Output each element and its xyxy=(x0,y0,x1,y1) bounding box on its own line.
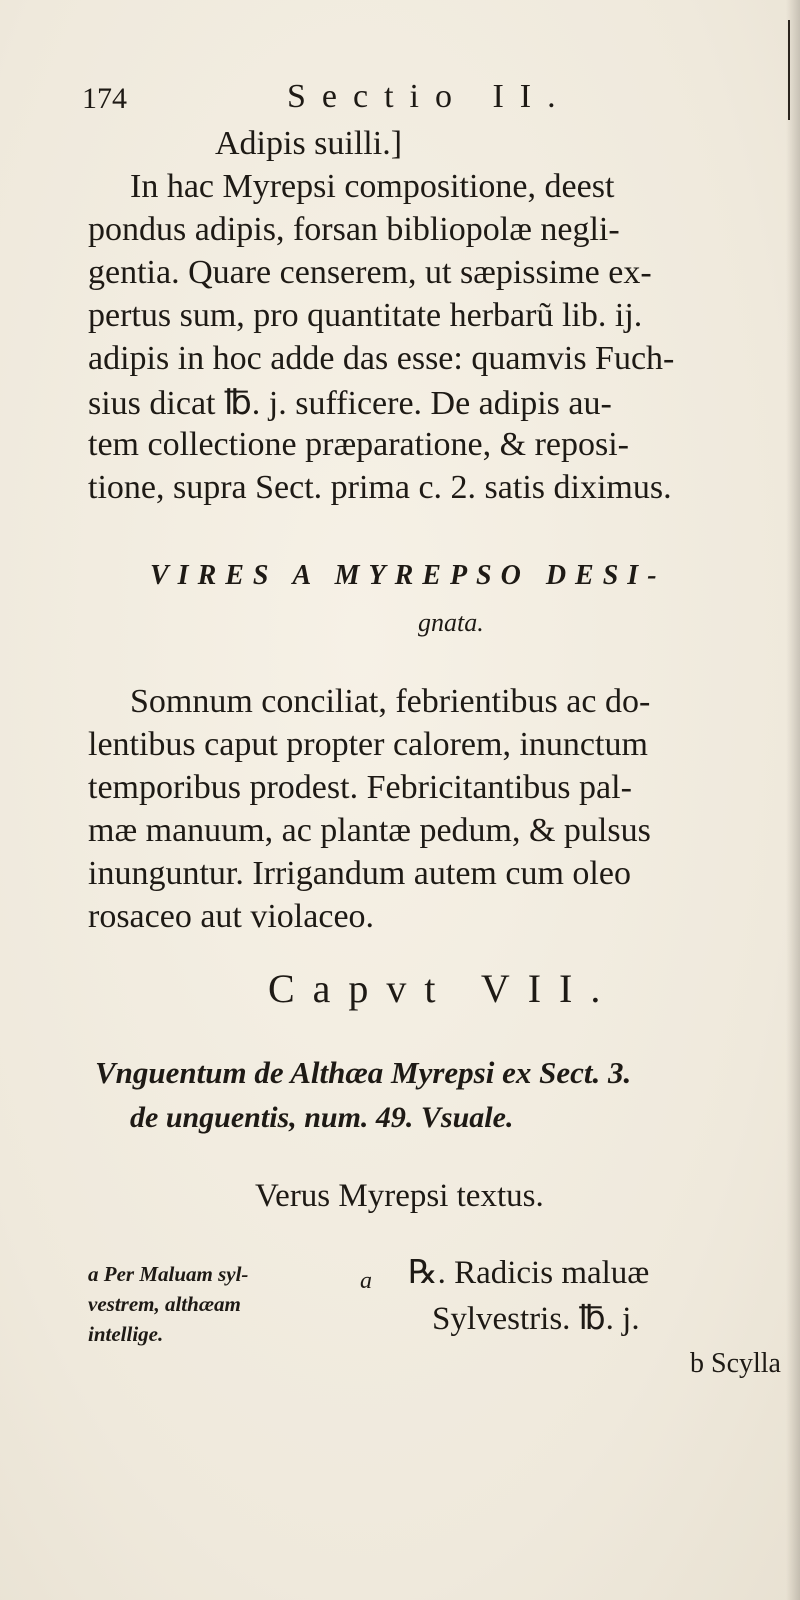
chapter-title: Capvt VII. xyxy=(268,966,619,1011)
text-line: gentia. Quare censerem, ut sæpissime ex- xyxy=(88,254,652,291)
text-line: inunguntur. Irrigandum autem cum oleo xyxy=(88,855,631,892)
text-line: Adipis suilli.] xyxy=(215,125,403,162)
running-head: Sectio II. xyxy=(287,78,572,115)
text-line: rosaceo aut violaceo. xyxy=(88,898,375,935)
section-heading-continued: gnata. xyxy=(418,608,484,637)
page-edge-shadow xyxy=(786,0,800,1600)
text-line: In hac Myrepsi compositione, deest xyxy=(130,168,615,205)
chapter-subtitle: Vnguentum de Althæa Myrepsi ex Sect. 3. xyxy=(95,1055,632,1090)
text-heading: Verus Myrepsi textus. xyxy=(255,1178,544,1214)
text-line: lentibus caput propter calorem, inunctum xyxy=(88,726,648,763)
text-line: tione, supra Sect. prima c. 2. satis diximus. xyxy=(88,469,672,506)
page-header xyxy=(82,78,682,122)
recipe-line: ℞. Radicis maluæ xyxy=(408,1255,650,1291)
text-line: adipis in hoc adde das esse: quamvis Fuch- xyxy=(88,340,675,377)
footnote-marker: a xyxy=(360,1268,372,1294)
text-line: pondus adipis, forsan bibliopolæ negli- xyxy=(88,211,620,248)
text-line: tem collectione præparatione, & reposi- xyxy=(88,426,629,463)
page-number: 174 xyxy=(82,82,127,115)
margin-note-line: intellige. xyxy=(88,1322,164,1346)
text-line: Somnum conciliat, febrientibus ac do- xyxy=(130,683,651,720)
page-edge-mark xyxy=(788,20,790,120)
text-line: temporibus prodest. Febricitantibus pal- xyxy=(88,769,632,806)
recipe-line: Sylvestris. ℔. j. xyxy=(432,1301,640,1337)
text-line: mæ manuum, ac plantæ pedum, & pulsus xyxy=(88,812,651,849)
text-line: pertus sum, pro quantitate herbarũ lib. ij. xyxy=(88,297,643,334)
text-line: sius dicat ℔. j. sufficere. De adipis au- xyxy=(88,385,612,422)
section-heading: VIRES A MYREPSO DESI- xyxy=(150,560,666,591)
chapter-subtitle-continued: de unguentis, num. 49. Vsuale. xyxy=(130,1101,514,1134)
margin-note-line: vestrem, althæam xyxy=(88,1292,241,1316)
margin-note-line: a Per Maluam syl- xyxy=(88,1262,249,1286)
catchword: b Scylla xyxy=(690,1348,781,1379)
